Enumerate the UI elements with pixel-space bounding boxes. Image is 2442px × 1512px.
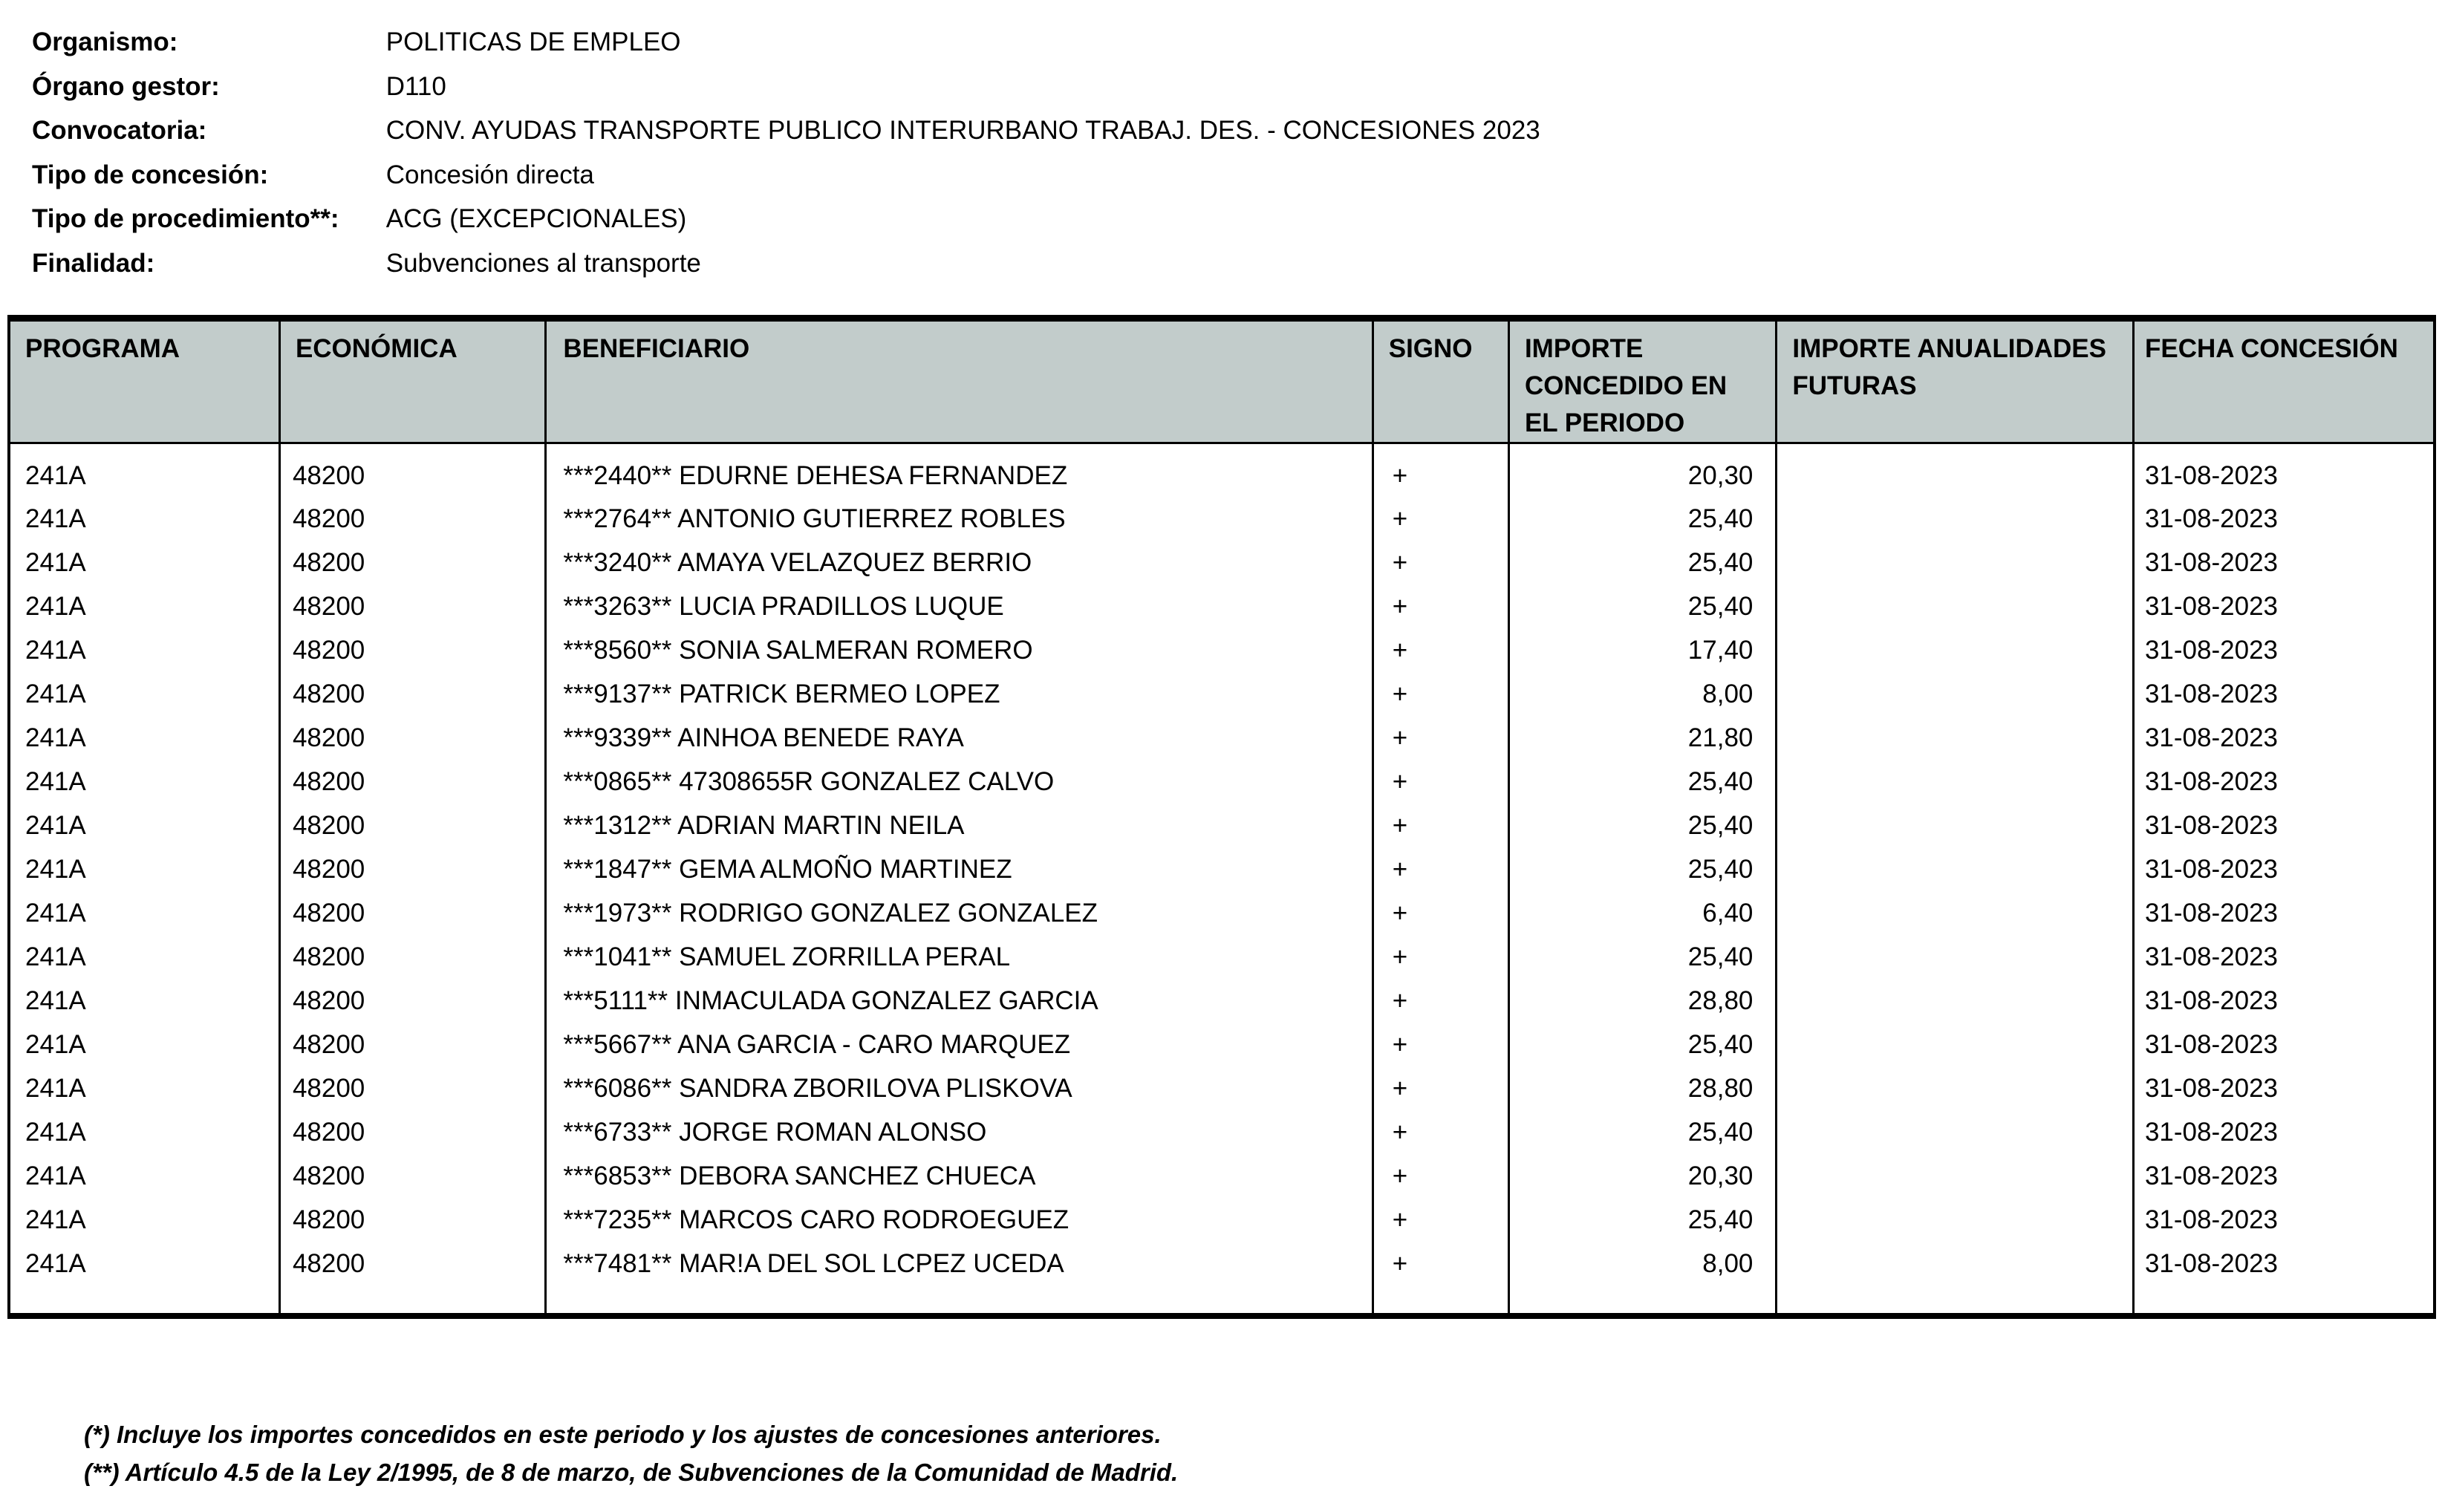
cell-programa: 241A <box>25 767 86 796</box>
cell-beneficiario: ***3240** AMAYA VELAZQUEZ BERRIO <box>546 541 1373 585</box>
cell-economica: 48200 <box>279 1111 545 1155</box>
cell-programa: 241A <box>25 548 86 577</box>
cell-fecha: 31-08-2023 <box>2133 541 2435 585</box>
cell-signo: + <box>1373 1199 1508 1242</box>
cell-signo: + <box>1373 936 1508 980</box>
cell-anualidades <box>1777 585 2134 629</box>
cell-beneficiario: ***0865** 47308655R GONZALEZ CALVO <box>546 760 1373 804</box>
cell-signo: + <box>1373 717 1508 760</box>
cell-anualidades <box>1777 717 2134 760</box>
spacer-cell <box>1508 1286 1776 1316</box>
table-row <box>9 804 2435 848</box>
cell-importe: 25,40 <box>1508 541 1776 585</box>
cell-programa: 241A <box>25 1030 86 1059</box>
cell-programa: 241A <box>25 1074 86 1103</box>
meta-label-tipo-concesion: Tipo de concesión: <box>32 160 269 189</box>
cell-fecha: 31-08-2023 <box>2133 892 2435 936</box>
cell-beneficiario: ***6086** SANDRA ZBORILOVA PLISKOVA <box>546 1067 1373 1111</box>
cell-signo: + <box>1373 804 1508 848</box>
meta-value-finalidad: Subvenciones al transporte <box>385 248 701 278</box>
meta-line-organismo <box>32 20 1540 65</box>
cell-beneficiario: ***1312** ADRIAN MARTIN NEILA <box>546 804 1373 848</box>
column-header-fecha-concesion: FECHA CONCESIÓN <box>2133 319 2435 443</box>
cell-fecha: 31-08-2023 <box>2133 936 2435 980</box>
meta-label-convocatoria: Convocatoria: <box>32 116 207 145</box>
cell-beneficiario: ***5111** INMACULADA GONZALEZ GARCIA <box>546 980 1373 1023</box>
meta-label-organismo: Organismo: <box>32 27 178 56</box>
cell-importe: 28,80 <box>1508 1067 1776 1111</box>
cell-anualidades <box>1777 1199 2134 1242</box>
cell-programa: 241A <box>25 1205 86 1234</box>
document-metadata <box>32 20 1540 285</box>
cell-fecha: 31-08-2023 <box>2133 1111 2435 1155</box>
cell-programa: 241A <box>25 504 86 533</box>
cell-anualidades <box>1777 673 2134 717</box>
table-row <box>9 1155 2435 1199</box>
cell-economica: 48200 <box>279 936 545 980</box>
table-row <box>9 1242 2435 1286</box>
cell-programa: 241A <box>25 986 86 1015</box>
cell-beneficiario: ***9339** AINHOA BENEDE RAYA <box>546 717 1373 760</box>
cell-anualidades <box>1777 541 2134 585</box>
cell-signo: + <box>1373 1155 1508 1199</box>
table-row <box>9 629 2435 673</box>
cell-fecha: 31-08-2023 <box>2133 629 2435 673</box>
cell-signo: + <box>1373 1242 1508 1286</box>
spacer-cell <box>546 1286 1373 1316</box>
table-spacer-row <box>9 1286 2435 1316</box>
cell-beneficiario: ***2440** EDURNE DEHESA FERNANDEZ <box>546 443 1373 498</box>
cell-anualidades <box>1777 892 2134 936</box>
cell-programa: 241A <box>25 723 86 752</box>
cell-programa: 241A <box>25 811 86 840</box>
cell-fecha: 31-08-2023 <box>2133 1199 2435 1242</box>
cell-fecha: 31-08-2023 <box>2133 1023 2435 1067</box>
cell-fecha: 31-08-2023 <box>2133 585 2435 629</box>
cell-signo: + <box>1373 498 1508 541</box>
column-header-economica: ECONÓMICA <box>279 319 545 443</box>
meta-value-convocatoria: CONV. AYUDAS TRANSPORTE PUBLICO INTERURBANO TRABAJ. DES. - CONCESIONES 2023 <box>385 116 1540 145</box>
cell-economica: 48200 <box>279 1242 545 1286</box>
cell-economica: 48200 <box>279 1067 545 1111</box>
cell-signo: + <box>1373 1023 1508 1067</box>
concessions-table <box>7 315 2436 1319</box>
cell-anualidades <box>1777 1067 2134 1111</box>
table-row <box>9 498 2435 541</box>
cell-importe: 8,00 <box>1508 1242 1776 1286</box>
cell-fecha: 31-08-2023 <box>2133 498 2435 541</box>
cell-programa: 241A <box>25 636 86 665</box>
cell-fecha: 31-08-2023 <box>2133 848 2435 892</box>
cell-importe: 6,40 <box>1508 892 1776 936</box>
meta-label-finalidad: Finalidad: <box>32 248 155 278</box>
cell-importe: 28,80 <box>1508 980 1776 1023</box>
cell-economica: 48200 <box>279 980 545 1023</box>
cell-signo: + <box>1373 629 1508 673</box>
cell-fecha: 31-08-2023 <box>2133 673 2435 717</box>
cell-economica: 48200 <box>279 848 545 892</box>
cell-economica: 48200 <box>279 1023 545 1067</box>
column-header-programa: PROGRAMA <box>9 319 279 443</box>
cell-economica: 48200 <box>279 629 545 673</box>
table-row <box>9 717 2435 760</box>
cell-importe: 25,40 <box>1508 1023 1776 1067</box>
cell-programa: 241A <box>25 1249 86 1278</box>
cell-anualidades <box>1777 848 2134 892</box>
cell-signo: + <box>1373 1067 1508 1111</box>
column-header-signo: SIGNO <box>1373 319 1508 443</box>
spacer-cell <box>1777 1286 2134 1316</box>
meta-label-tipo-procedimiento: Tipo de procedimiento**: <box>32 204 339 233</box>
meta-line-organo-gestor <box>32 65 1540 109</box>
cell-importe: 25,40 <box>1508 498 1776 541</box>
table-row <box>9 892 2435 936</box>
cell-economica: 48200 <box>279 1155 545 1199</box>
cell-importe: 25,40 <box>1508 760 1776 804</box>
table-row <box>9 585 2435 629</box>
cell-programa: 241A <box>25 680 86 708</box>
cell-fecha: 31-08-2023 <box>2133 1155 2435 1199</box>
cell-signo: + <box>1373 760 1508 804</box>
cell-anualidades <box>1777 936 2134 980</box>
cell-anualidades <box>1777 760 2134 804</box>
cell-beneficiario: ***7481** MAR!A DEL SOL LCPEZ UCEDA <box>546 1242 1373 1286</box>
cell-anualidades <box>1777 443 2134 498</box>
cell-signo: + <box>1373 892 1508 936</box>
cell-signo: + <box>1373 1111 1508 1155</box>
table-row <box>9 673 2435 717</box>
table-row <box>9 848 2435 892</box>
cell-signo: + <box>1373 673 1508 717</box>
spacer-cell <box>9 1286 279 1316</box>
cell-anualidades <box>1777 1023 2134 1067</box>
table-row <box>9 936 2435 980</box>
footnotes <box>84 1415 1178 1491</box>
cell-anualidades <box>1777 498 2134 541</box>
footnote-asterisk: (*) Incluye los importes concedidos en este periodo y los ajustes de concesiones anteriores. <box>84 1421 1162 1448</box>
meta-value-organo-gestor: D110 <box>385 71 446 101</box>
cell-economica: 48200 <box>279 717 545 760</box>
cell-programa: 241A <box>25 899 86 928</box>
cell-beneficiario: ***5667** ANA GARCIA - CARO MARQUEZ <box>546 1023 1373 1067</box>
cell-beneficiario: ***6733** JORGE ROMAN ALONSO <box>546 1111 1373 1155</box>
cell-anualidades <box>1777 804 2134 848</box>
cell-fecha: 31-08-2023 <box>2133 717 2435 760</box>
cell-beneficiario: ***1847** GEMA ALMOÑO MARTINEZ <box>546 848 1373 892</box>
footnote-double-asterisk: (**) Artículo 4.5 de la Ley 2/1995, de 8 de marzo, de Subvenciones de la Comunidad de Madrid. <box>84 1459 1179 1486</box>
cell-importe: 17,40 <box>1508 629 1776 673</box>
cell-anualidades <box>1777 629 2134 673</box>
table-row <box>9 1111 2435 1155</box>
cell-importe: 21,80 <box>1508 717 1776 760</box>
cell-beneficiario: ***8560** SONIA SALMERAN ROMERO <box>546 629 1373 673</box>
meta-line-finalidad <box>32 241 1540 286</box>
concessions-table-container <box>7 315 2436 1319</box>
cell-programa: 241A <box>25 592 86 621</box>
cell-importe: 25,40 <box>1508 848 1776 892</box>
cell-economica: 48200 <box>279 892 545 936</box>
cell-economica: 48200 <box>279 673 545 717</box>
column-header-beneficiario: BENEFICIARIO <box>546 319 1373 443</box>
cell-fecha: 31-08-2023 <box>2133 760 2435 804</box>
cell-economica: 48200 <box>279 760 545 804</box>
cell-importe: 25,40 <box>1508 936 1776 980</box>
cell-economica: 48200 <box>279 1199 545 1242</box>
meta-label-organo-gestor: Órgano gestor: <box>32 71 220 101</box>
cell-importe: 8,00 <box>1508 673 1776 717</box>
cell-importe: 25,40 <box>1508 1111 1776 1155</box>
meta-line-convocatoria <box>32 108 1540 153</box>
cell-economica: 48200 <box>279 443 545 498</box>
table-header <box>9 319 2435 443</box>
cell-beneficiario: ***1041** SAMUEL ZORRILLA PERAL <box>546 936 1373 980</box>
spacer-cell <box>2133 1286 2435 1316</box>
table-body <box>9 443 2435 1316</box>
table-row <box>9 760 2435 804</box>
cell-signo: + <box>1373 848 1508 892</box>
cell-signo: + <box>1373 980 1508 1023</box>
cell-beneficiario: ***2764** ANTONIO GUTIERREZ ROBLES <box>546 498 1373 541</box>
cell-importe: 20,30 <box>1508 1155 1776 1199</box>
cell-beneficiario: ***1973** RODRIGO GONZALEZ GONZALEZ <box>546 892 1373 936</box>
cell-beneficiario: ***7235** MARCOS CARO RODROEGUEZ <box>546 1199 1373 1242</box>
meta-value-tipo-concesion: Concesión directa <box>385 160 594 189</box>
cell-fecha: 31-08-2023 <box>2133 443 2435 498</box>
table-header-row <box>9 319 2435 443</box>
table-row <box>9 541 2435 585</box>
column-header-importe-anualidades: IMPORTE ANUALIDADES FUTURAS <box>1777 319 2134 443</box>
cell-economica: 48200 <box>279 498 545 541</box>
cell-importe: 25,40 <box>1508 585 1776 629</box>
cell-economica: 48200 <box>279 585 545 629</box>
cell-economica: 48200 <box>279 541 545 585</box>
spacer-cell <box>1373 1286 1508 1316</box>
cell-signo: + <box>1373 443 1508 498</box>
column-header-importe-concedido: IMPORTE CONCEDIDO EN EL PERIODO <box>1508 319 1776 443</box>
spacer-cell <box>279 1286 545 1316</box>
table-row <box>9 980 2435 1023</box>
cell-beneficiario: ***3263** LUCIA PRADILLOS LUQUE <box>546 585 1373 629</box>
meta-line-tipo-concesion <box>32 153 1540 198</box>
table-row <box>9 1023 2435 1067</box>
cell-signo: + <box>1373 541 1508 585</box>
cell-importe: 25,40 <box>1508 804 1776 848</box>
table-row <box>9 443 2435 498</box>
cell-economica: 48200 <box>279 804 545 848</box>
cell-beneficiario: ***6853** DEBORA SANCHEZ CHUECA <box>546 1155 1373 1199</box>
cell-programa: 241A <box>25 942 86 971</box>
cell-importe: 25,40 <box>1508 1199 1776 1242</box>
cell-fecha: 31-08-2023 <box>2133 980 2435 1023</box>
cell-programa: 241A <box>25 1118 86 1147</box>
cell-programa: 241A <box>25 855 86 884</box>
table-row <box>9 1067 2435 1111</box>
cell-anualidades <box>1777 1242 2134 1286</box>
cell-fecha: 31-08-2023 <box>2133 1067 2435 1111</box>
cell-programa: 241A <box>25 1161 86 1190</box>
cell-anualidades <box>1777 1111 2134 1155</box>
cell-fecha: 31-08-2023 <box>2133 804 2435 848</box>
table-row <box>9 1199 2435 1242</box>
cell-beneficiario: ***9137** PATRICK BERMEO LOPEZ <box>546 673 1373 717</box>
meta-value-tipo-procedimiento: ACG (EXCEPCIONALES) <box>385 204 687 233</box>
cell-fecha: 31-08-2023 <box>2133 1242 2435 1286</box>
meta-value-organismo: POLITICAS DE EMPLEO <box>385 27 681 56</box>
cell-programa: 241A <box>25 460 86 490</box>
cell-importe: 20,30 <box>1508 443 1776 498</box>
cell-anualidades <box>1777 980 2134 1023</box>
cell-signo: + <box>1373 585 1508 629</box>
cell-anualidades <box>1777 1155 2134 1199</box>
meta-line-tipo-procedimiento <box>32 197 1540 241</box>
